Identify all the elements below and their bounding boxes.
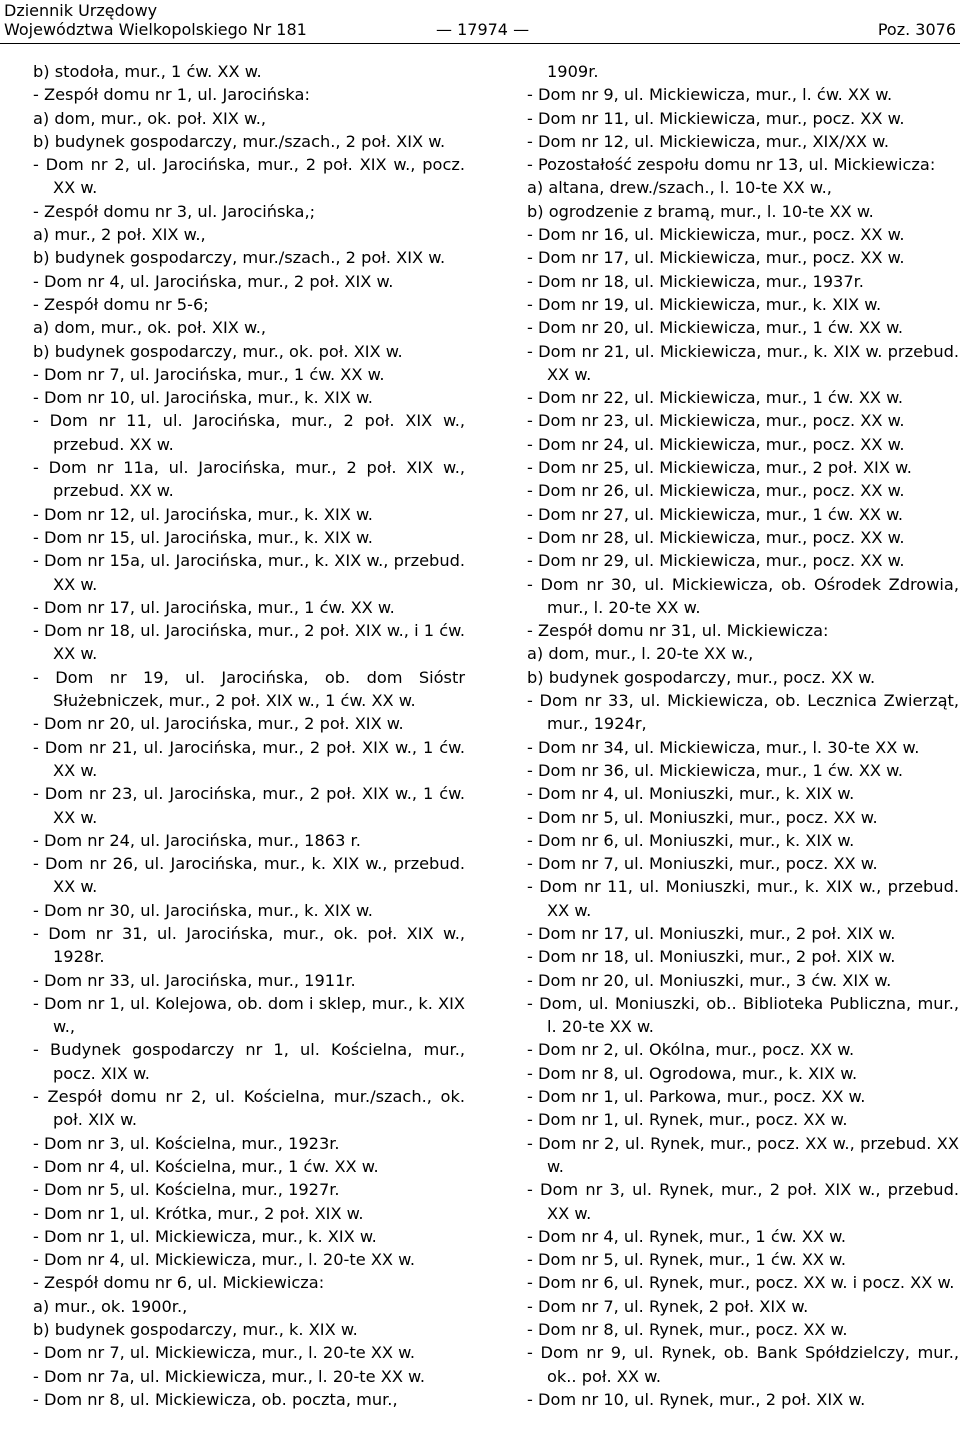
list-entry: - Dom nr 30, ul. Jarocińska, mur., k. XIX w. (33, 900, 373, 920)
list-entry: - Dom nr 7, ul. Mickiewicza, mur., l. 20-te XX w. (33, 1343, 416, 1363)
list-entry: - Dom nr 8, ul. Rynek, mur., pocz. XX w. (527, 1320, 848, 1340)
list-entry: - Dom nr 18, ul. Mickiewicza, mur., 1937r. (527, 271, 864, 291)
list-entry: - Dom nr 8, ul. Mickiewicza, ob. poczta, mur., (33, 1389, 398, 1409)
list-entry: - Dom nr 11, ul. Jarocińska, mur., 2 poł. XIX w., przebud. XX w. (33, 411, 465, 454)
list-entry: - Dom nr 2, ul. Rynek, mur., pocz. XX w., przebud. XX w. (527, 1133, 959, 1176)
list-entry: - Dom nr 34, ul. Mickiewicza, mur., l. 30-te XX w. (527, 737, 920, 757)
list-entry: - Dom nr 20, ul. Jarocińska, mur., 2 poł. XIX w. (33, 714, 404, 734)
list-entry: - Dom, ul. Moniuszki, ob.. Biblioteka Publiczna, mur., l. 20-te XX w. (527, 993, 959, 1037)
list-entry: - Dom nr 24, ul. Jarocińska, mur., 1863 r. (33, 830, 361, 850)
list-entry: - Dom nr 7, ul. Moniuszki, mur., pocz. XX w. (527, 854, 878, 874)
list-entry: - Dom nr 12, ul. Jarocińska, mur., k. XIX w. (33, 504, 373, 524)
list-entry: - Pozostałość zespołu domu nr 13, ul. Mickiewicza: (527, 155, 936, 175)
list-entry: - Dom nr 2, ul. Jarocińska, mur., 2 poł. XIX w., pocz. XX w. (33, 155, 465, 198)
list-entry: - Dom nr 5, ul. Kościelna, mur., 1927r. (33, 1180, 340, 1200)
list-entry: - Dom nr 23, ul. Jarocińska, mur., 2 poł. XIX w., 1 ćw. XX w. (33, 784, 465, 827)
list-entry: - Dom nr 29, ul. Mickiewicza, mur., pocz. XX w. (527, 551, 905, 571)
journal-subtitle: Województwa Wielkopolskiego Nr 181 (4, 20, 307, 39)
list-entry: a) mur., 2 poł. XIX w., (33, 225, 206, 245)
list-entry: - Dom nr 36, ul. Mickiewicza, mur., 1 ćw. XX w. (527, 760, 904, 780)
list-entry: a) dom, mur., l. 20-te XX w., (527, 644, 754, 664)
list-entry: - Dom nr 22, ul. Mickiewicza, mur., 1 ćw. XX w. (527, 388, 904, 408)
list-entry: b) ogrodzenie z bramą, mur., l. 10-te XX w. (527, 201, 874, 221)
list-entry: - Zespół domu nr 1, ul. Jarocińska: (33, 85, 310, 105)
list-entry: - Dom nr 19, ul. Jarocińska, ob. dom Sióstr Służebniczek, mur., 2 poł. XIX w., 1 ćw. XX w. (33, 667, 465, 711)
list-entry: - Dom nr 4, ul. Jarocińska, mur., 2 poł. XIX w. (33, 271, 394, 291)
list-entry: - Dom nr 4, ul. Mickiewicza, mur., l. 20-te XX w. (33, 1250, 416, 1270)
list-entry: - Dom nr 4, ul. Rynek, mur., 1 ćw. XX w. (527, 1226, 847, 1246)
list-entry: - Dom nr 6, ul. Rynek, mur., pocz. XX w. i pocz. XX w. (527, 1273, 955, 1293)
list-entry: - Dom nr 1, ul. Parkowa, mur., pocz. XX w. (527, 1087, 866, 1107)
list-entry: - Dom nr 33, ul. Jarocińska, mur., 1911r. (33, 970, 356, 990)
list-entry: - Dom nr 7, ul. Rynek, 2 poł. XIX w. (527, 1296, 809, 1316)
list-entry: - Dom nr 5, ul. Moniuszki, mur., pocz. XX w. (527, 807, 878, 827)
list-entry: a) altana, drew./szach., l. 10-te XX w., (527, 178, 832, 198)
list-entry: - Dom nr 15, ul. Jarocińska, mur., k. XIX w. (33, 527, 373, 547)
list-entry: - Dom nr 7, ul. Jarocińska, mur., 1 ćw. XX w. (33, 364, 385, 384)
list-entry: - Dom nr 4, ul. Moniuszki, mur., k. XIX w. (527, 784, 855, 804)
list-entry: - Dom nr 17, ul. Moniuszki, mur., 2 poł. XIX w. (527, 923, 896, 943)
list-entry: - Dom nr 4, ul. Kościelna, mur., 1 ćw. XX w. (33, 1156, 379, 1176)
list-entry: - Dom nr 10, ul. Jarocińska, mur., k. XIX w. (33, 388, 373, 408)
list-entry: - Dom nr 1, ul. Krótka, mur., 2 poł. XIX w. (33, 1203, 364, 1223)
position-number: Poz. 3076 (877, 20, 956, 39)
list-entry: - Dom nr 15a, ul. Jarocińska, mur., k. XIX w., przebud. XX w. (33, 551, 465, 594)
right-column (527, 60, 959, 1411)
list-entry: - Dom nr 24, ul. Mickiewicza, mur., pocz. XX w. (527, 434, 905, 454)
list-entry: - Dom nr 17, ul. Mickiewicza, mur., pocz. XX w. (527, 248, 905, 268)
list-entry: - Dom nr 3, ul. Rynek, mur., 2 poł. XIX w., przebud. XX w. (527, 1180, 959, 1223)
list-entry: - Dom nr 21, ul. Jarocińska, mur., 2 poł. XIX w., 1 ćw. XX w. (33, 737, 465, 780)
list-entry: - Dom nr 27, ul. Mickiewicza, mur., 1 ćw. XX w. (527, 504, 904, 524)
list-entry: - Dom nr 8, ul. Ogrodowa, mur., k. XIX w. (527, 1063, 858, 1083)
list-entry: - Dom nr 20, ul. Mickiewicza, mur., 1 ćw. XX w. (527, 318, 904, 338)
list-entry: a) dom, mur., ok. poł. XIX w., (33, 108, 267, 128)
list-entry: - Zespół domu nr 31, ul. Mickiewicza: (527, 621, 829, 641)
list-entry: - Dom nr 16, ul. Mickiewicza, mur., pocz. XX w. (527, 225, 905, 245)
list-entry: b) budynek gospodarczy, mur., pocz. XX w. (527, 667, 876, 687)
list-entry: - Dom nr 25, ul. Mickiewicza, mur., 2 poł. XIX w. (527, 458, 912, 478)
list-entry: - Zespół domu nr 3, ul. Jarocińska,; (33, 201, 316, 221)
list-entry: - Zespół domu nr 6, ul. Mickiewicza: (33, 1273, 325, 1293)
list-entry: a) dom, mur., ok. poł. XIX w., (33, 318, 267, 338)
list-entry: - Dom nr 1, ul. Mickiewicza, mur., k. XIX w. (33, 1226, 377, 1246)
page-number: — 17974 — (436, 20, 530, 39)
list-entry: - Dom nr 3, ul. Kościelna, mur., 1923r. (33, 1133, 340, 1153)
left-column (33, 60, 465, 1411)
list-entry: - Dom nr 18, ul. Jarocińska, mur., 2 poł. XIX w., i 1 ćw. XX w. (33, 621, 465, 664)
list-entry: - Dom nr 26, ul. Mickiewicza, mur., pocz. XX w. (527, 481, 905, 501)
list-entry: - Dom nr 23, ul. Mickiewicza, mur., pocz. XX w. (527, 411, 905, 431)
list-entry: - Dom nr 11, ul. Moniuszki, mur., k. XIX w., przebud. XX w. (527, 877, 959, 920)
list-entry: - Dom nr 11a, ul. Jarocińska, mur., 2 poł. XIX w., przebud. XX w. (33, 458, 465, 501)
list-entry: - Dom nr 1, ul. Kolejowa, ob. dom i sklep, mur., k. XIX w., (33, 993, 465, 1037)
list-entry: 1909r. (547, 62, 599, 81)
list-entry: b) budynek gospodarczy, mur./szach., 2 poł. XIX w. (33, 131, 446, 151)
list-entry: - Budynek gospodarczy nr 1, ul. Kościelna, mur., pocz. XIX w. (33, 1040, 465, 1083)
list-entry: - Dom nr 20, ul. Moniuszki, mur., 3 ćw. XIX w. (527, 970, 892, 990)
header-rule (0, 43, 960, 44)
list-entry: - Dom nr 28, ul. Mickiewicza, mur., pocz. XX w. (527, 527, 905, 547)
list-entry: b) stodoła, mur., 1 ćw. XX w. (33, 62, 262, 81)
list-entry: - Dom nr 18, ul. Moniuszki, mur., 2 poł. XIX w. (527, 947, 896, 967)
list-entry: - Dom nr 5, ul. Rynek, mur., 1 ćw. XX w. (527, 1250, 847, 1270)
list-entry: - Dom nr 6, ul. Moniuszki, mur., k. XIX w. (527, 830, 855, 850)
list-entry: - Dom nr 17, ul. Jarocińska, mur., 1 ćw. XX w. (33, 597, 395, 617)
list-entry: b) budynek gospodarczy, mur./szach., 2 poł. XIX w. (33, 248, 446, 268)
list-entry: - Dom nr 21, ul. Mickiewicza, mur., k. XIX w. przebud. XX w. (527, 341, 959, 384)
list-entry: b) budynek gospodarczy, mur., k. XIX w. (33, 1320, 358, 1340)
list-entry: b) budynek gospodarczy, mur., ok. poł. XIX w. (33, 341, 403, 361)
list-entry: - Dom nr 7a, ul. Mickiewicza, mur., l. 20-te XX w. (33, 1366, 425, 1386)
list-entry: - Dom nr 33, ul. Mickiewicza, ob. Lecznica Zwierząt, mur., 1924r, (527, 691, 959, 734)
list-entry: - Dom nr 12, ul. Mickiewicza, mur., XIX/XX w. (527, 131, 890, 151)
list-entry: - Dom nr 2, ul. Okólna, mur., pocz. XX w. (527, 1040, 855, 1060)
list-entry: - Dom nr 11, ul. Mickiewicza, mur., pocz. XX w. (527, 108, 905, 128)
list-entry: - Dom nr 10, ul. Rynek, mur., 2 poł. XIX w. (527, 1389, 866, 1409)
list-entry: a) mur., ok. 1900r., (33, 1296, 188, 1316)
list-entry: - Dom nr 19, ul. Mickiewicza, mur., k. XIX w. (527, 294, 882, 314)
list-entry: - Zespół domu nr 2, ul. Kościelna, mur./szach., ok. poł. XIX w. (33, 1087, 465, 1130)
list-entry: - Zespół domu nr 5-6; (33, 294, 209, 314)
list-entry: - Dom nr 9, ul. Rynek, ob. Bank Spółdzielczy, mur., ok.. poł. XX w. (527, 1343, 959, 1386)
list-entry: - Dom nr 9, ul. Mickiewicza, mur., l. ćw. XX w. (527, 85, 893, 105)
list-entry: - Dom nr 31, ul. Jarocińska, mur., ok. poł. XIX w., 1928r. (33, 923, 465, 967)
list-entry: - Dom nr 30, ul. Mickiewicza, ob. Ośrodek Zdrowia, mur., l. 20-te XX w. (527, 574, 959, 617)
list-entry: - Dom nr 1, ul. Rynek, mur., pocz. XX w. (527, 1110, 848, 1130)
journal-title: Dziennik Urzędowy (4, 1, 158, 20)
list-entry: - Dom nr 26, ul. Jarocińska, mur., k. XIX w., przebud. XX w. (33, 854, 465, 897)
page-header (0, 0, 960, 46)
